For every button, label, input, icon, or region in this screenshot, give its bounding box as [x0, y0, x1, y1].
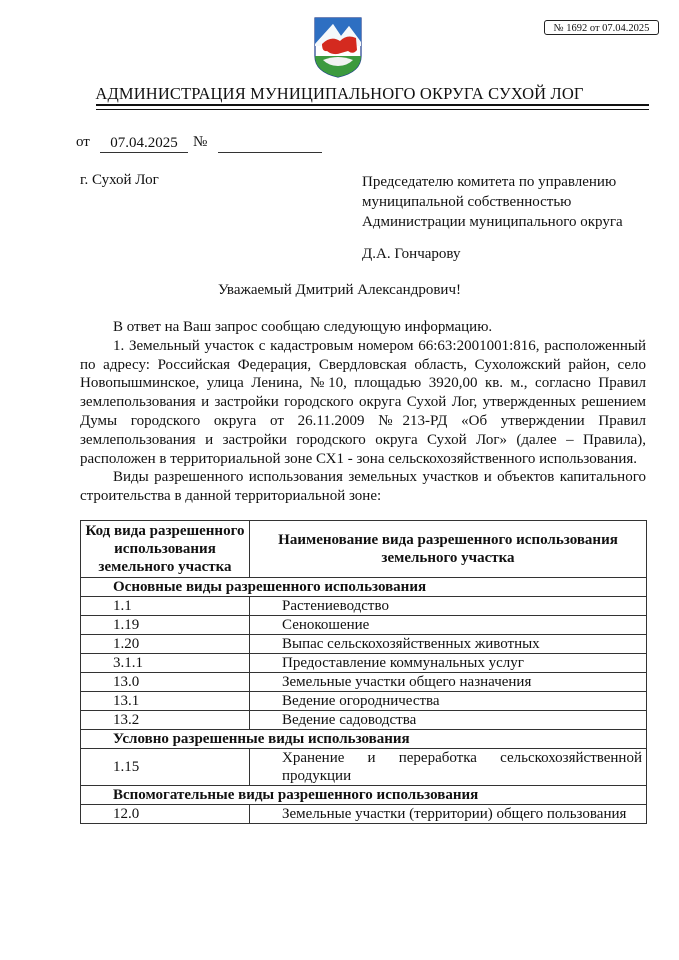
addressee-block: [362, 172, 623, 232]
group-row: [81, 730, 647, 749]
organization-title: АДМИНИСТРАЦИЯ МУНИЦИПАЛЬНОГО ОКРУГА СУХОЙ ЛОГ: [95, 84, 584, 103]
table-header-row: [81, 521, 647, 578]
municipal-crest-icon: [313, 16, 363, 78]
row-name: Земельные участки общего назначения: [250, 673, 647, 692]
row-code: 1.15: [81, 749, 250, 786]
body-paragraph: В ответ на Ваш запрос сообщаю следующую информацию.: [113, 319, 493, 335]
header-code: Код вида разрешенного использования земельного участка: [81, 521, 250, 578]
date-prefix-label: от: [76, 134, 90, 150]
header-divider-thin: [96, 109, 649, 110]
header-divider-thick: [96, 104, 649, 106]
table-row: [81, 597, 647, 616]
row-code: 1.1: [81, 597, 250, 616]
document-number: [218, 134, 322, 153]
row-name: Сенокошение: [250, 616, 647, 635]
row-name: Выпас сельскохозяйственных животных: [250, 635, 647, 654]
body-paragraph: Виды разрешенного использования земельных участков и объектов капитального строительства в данной территориальной зоне:: [80, 469, 646, 505]
group-title: Основные виды разрешенного использования: [81, 578, 647, 597]
table-row: [81, 749, 647, 786]
letter-body: [80, 318, 646, 506]
row-code: 1.19: [81, 616, 250, 635]
group-title: Условно разрешенные виды использования: [81, 730, 647, 749]
row-code: 13.2: [81, 711, 250, 730]
addressee-name: Д.А. Гончарову: [362, 246, 461, 262]
table-row: [81, 673, 647, 692]
row-name: Ведение огородничества: [250, 692, 647, 711]
number-label: №: [193, 134, 208, 150]
addressee-line: муниципальной собственностью: [362, 194, 572, 210]
table-row: [81, 635, 647, 654]
registration-stamp: № 1692 от 07.04.2025: [544, 20, 659, 35]
table-row: [81, 654, 647, 673]
row-code: 1.20: [81, 635, 250, 654]
body-paragraph: 1. Земельный участок с кадастровым номером 66:63:2001001:816, расположенный по адресу: Российская Федерация, Свердловская область, Сухоложский район, село Новопышминское, улица Ленина, №10, площадью 3920,00 кв. м., согласно Правил землепользования и застройки городского округа Сухой Лог, утвержденных решением Думы городского округа от 26.11.2009 №213-РД «Об утверждении Правил землепользования и застройки городского округа Сухой Лог» (далее – Правила), расположен в территориальной зоне СХ1 - зона сельскохозяйственного использования.: [80, 337, 646, 467]
row-code: 13.0: [81, 673, 250, 692]
header-name: Наименование вида разрешенного использования земельного участка: [250, 521, 647, 578]
row-name: Ведение садоводства: [250, 711, 647, 730]
row-name: Растениеводство: [250, 597, 647, 616]
group-title: Вспомогательные виды разрешенного использования: [81, 786, 647, 805]
greeting: Уважаемый Дмитрий Александрович!: [218, 282, 461, 298]
table-row: [81, 805, 647, 824]
table-row: [81, 616, 647, 635]
addressee-line: Председателю комитета по управлению: [362, 174, 617, 190]
group-row: [81, 786, 647, 805]
group-row: [81, 578, 647, 597]
row-name: Предоставление коммунальных услуг: [250, 654, 647, 673]
addressee-line: Администрации муниципального округа: [362, 214, 623, 230]
table-row: [81, 692, 647, 711]
row-code: 13.1: [81, 692, 250, 711]
row-name: Земельные участки (территории) общего пользования: [250, 805, 647, 824]
row-name: Хранение и переработка сельскохозяйственной продукции: [250, 749, 647, 786]
row-code: 12.0: [81, 805, 250, 824]
place-of-issue: г. Сухой Лог: [80, 172, 159, 188]
permitted-use-table: [80, 520, 647, 824]
document-date: 07.04.2025: [100, 134, 188, 153]
table-row: [81, 711, 647, 730]
row-code: 3.1.1: [81, 654, 250, 673]
